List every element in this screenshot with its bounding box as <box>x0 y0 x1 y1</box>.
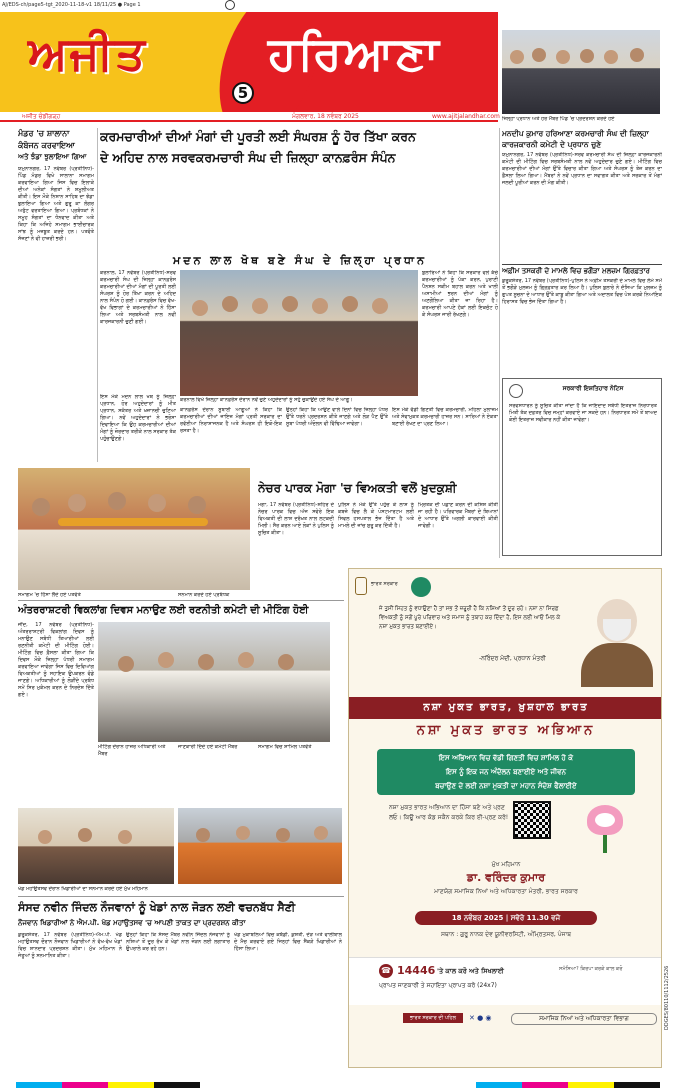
notice-title: ਸਰਕਾਰੀ ਇਸ਼ਤਿਹਾਰ ਨੋਟਿਸ <box>562 385 624 392</box>
bottom-col-2: ਉਨ੍ਹਾਂ ਕਿਹਾ ਕਿ ਸੰਸਦ ਮੈਂਬਰ ਨਵੀਨ ਜਿੰਦਲ ਨੌਜਵਾਨਾਂ ਨੂੰ ਨਸ਼ਿਆਂ ਤੋਂ ਦੂਰ ਰੱਖ ਕੇ ਖੇਡਾਂ ਨਾਲ ਜੋੜਨ ਲਈ ਲਗਾਤਾਰ ਉਪਰਾਲੇ ਕਰ ਰਹੇ ਹਨ। <box>126 932 230 952</box>
disability-body: ਜੀਂਦ, 17 ਨਵੰਬਰ (ਪ੍ਰਤੀਨਿਧ)-ਅੰਤਰਰਾਸ਼ਟਰੀ ਵਿਕਲਾਂਗ ਦਿਵਸ ਨੂੰ ਮਨਾਉਣ ਸਬੰਧੀ ਤਿਆਰੀਆਂ ਲਈ ਰਣਨੀਤੀ ਕਮੇਟੀ ਦੀ ਮੀਟਿੰਗ ਹੋਈ। ਮੀਟਿੰਗ ਵਿਚ ਫ਼ੈਸਲਾ ਕੀਤਾ ਗਿਆ ਕਿ ਦਿਵਸ ਮੌਕੇ ਜ਼ਿਲ੍ਹਾ ਪੱਧਰੀ ਸਮਾਗਮ ਕਰਵਾਇਆ ਜਾਵੇਗਾ ਜਿਸ ਵਿਚ ਦਿਵਿਆਂਗ ਵਿਅਕਤੀਆਂ ਨੂੰ ਸਹਾਇਕ ਉਪਕਰਨ ਵੰਡੇ ਜਾਣਗੇ। ਅਧਿਕਾਰੀਆਂ ਨੂੰ ਲੋੜੀਂਦੇ ਪ੍ਰਬੰਧ ਸਮੇਂ ਸਿਰ ਮੁਕੰਮਲ ਕਰਨ ਦੇ ਨਿਰਦੇਸ਼ ਦਿੱਤੇ ਗਏ। <box>18 622 94 698</box>
nature-park-headline: ਨੇਚਰ ਪਾਰਕ ਮੋਗਾ 'ਚ ਵਿਅਕਤੀ ਵਲੋਂ ਖ਼ੁਦਕੁਸ਼ੀ <box>258 481 457 495</box>
lead-photo-caption: ਕਰਨਾਲ ਵਿਖੇ ਜ਼ਿਲ੍ਹਾ ਕਾਨਫ਼ਰੰਸ ਦੌਰਾਨ ਨਵੇਂ ਚੁਣੇ ਅਹੁਦੇਦਾਰਾਂ ਨੂੰ ਸਹੁੰ ਚੁਕਾਉਂਦੇ ਹੋਏ ਸੰਘ ਦੇ ਆਗੂ। <box>180 397 353 403</box>
left-brief-headline-3: ਅਤੇ ਝੰਡਾ ਝੁਲਾਇਆ ਗਿਆ <box>18 153 87 161</box>
left-event-caption-a: ਸਮਾਗਮ 'ਚ ਹਿੱਸਾ ਲੈਂਦੇ ਹੋਏ ਪਤਵੰਤੇ <box>18 592 81 598</box>
ad-side-code: DDGES/80110/1112/2526 <box>664 965 670 1030</box>
nature-park-col-2: ਪੁਲਿਸ ਨੇ ਮੌਕੇ ਉੱਤੇ ਪਹੁੰਚ ਕੇ ਲਾਸ਼ ਨੂੰ ਕਬਜ਼ੇ ਵਿਚ ਲੈ ਕੇ ਪੋਸਟਮਾਰਟਮ ਲਈ ਸਿਵਲ ਹਸਪਤਾਲ ਭੇਜ ਦਿੱਤਾ ਹੈ ਅਤੇ ਮਾਮਲੇ ਦੀ ਜਾਂਚ ਸ਼ੁਰੂ ਕਰ ਦਿੱਤੀ ਹੈ। <box>338 502 414 529</box>
pm-portrait <box>575 593 657 687</box>
ad-helpline-sub: ਪ੍ਰਾਪਤ ਜਾਣਕਾਰੀ ਤੇ ਸਹਾਇਤਾ ਪ੍ਰਾਪਤ ਕਰੋ (24x7) <box>379 982 497 989</box>
campaign-logo-icon <box>411 577 431 597</box>
section-rule <box>18 600 344 601</box>
registration-mark-icon <box>225 0 235 10</box>
ad-footer-tag: ਭਾਰਤ ਸਰਕਾਰ ਦੀ ਪਹਿਲ <box>403 1013 463 1023</box>
lotus-illustration-icon <box>575 797 635 855</box>
left-event-photo <box>18 468 250 590</box>
qr-code[interactable] <box>513 801 551 839</box>
lead-col-1: ਕਰਨਾਲ, 17 ਨਵੰਬਰ (ਪ੍ਰਤੀਨਿਧ)-ਸਰਵ ਕਰਮਚਾਰੀ ਸੰਘ ਦੀ ਜ਼ਿਲ੍ਹਾ ਕਾਨਫ਼ਰੰਸ ਕਰਮਚਾਰੀਆਂ ਦੀਆਂ ਮੰਗਾਂ ਦੀ ਪੂਰਤੀ ਲਈ ਸੰਘਰਸ਼ ਨੂੰ ਹੋਰ ਤਿੱਖਾ ਕਰਨ ਦੇ ਅਹਿਦ ਨਾਲ ਸੰਪੰਨ ਹੋ ਗਈ। ਕਾਨਫ਼ਰੰਸ ਵਿਚ ਵੱਖ-ਵੱਖ ਵਿਭਾਗਾਂ ਦੇ ਕਰਮਚਾਰੀਆਂ ਨੇ ਹਿੱਸਾ ਲਿਆ ਅਤੇ ਸਰਬਸੰਮਤੀ ਨਾਲ ਨਵੀਂ ਕਾਰਜਕਾਰਨੀ ਚੁਣੀ ਗਈ। <box>100 270 176 325</box>
top-right-photo <box>502 30 660 114</box>
ad-helpline-bar <box>349 957 662 1005</box>
page-number: 5 <box>232 82 254 104</box>
ministry-emblem-icon <box>355 577 367 595</box>
ad-footer-ministry: ਸਮਾਜਿਕ ਨਿਆਂ ਅਤੇ ਅਧਿਕਾਰਤਾ ਵਿਭਾਗ <box>511 1013 657 1025</box>
left-brief-headline-2: ਕੰਬੋਜਨ ਕਰਵਾਇਆ <box>18 141 75 150</box>
left-event-caption-b: ਸਨਮਾਨ ਕਰਦੇ ਹੋਏ ਪ੍ਰਬੰਧਕ <box>178 592 230 598</box>
website: www.ajitjalandhar.com <box>432 113 500 120</box>
lead-headline-2: ਦੇ ਅਹਿਦ ਨਾਲ ਸਰਵਕਰਮਚਾਰੀ ਸੰਘ ਦੀ ਜ਼ਿਲ੍ਹਾ ਕਾਨਫ਼ਰੰਸ ਸੰਪੰਨ <box>100 150 396 165</box>
bottom-photo-caption: ਖੇਡ ਮਹਾਂਉਤਸਵ ਦੌਰਾਨ ਖਿਡਾਰੀਆਂ ਦਾ ਸਨਮਾਨ ਕਰਦੇ ਹੋਏ ਮੁੱਖ ਮਹਿਮਾਨ <box>18 886 148 892</box>
lead-bottom-1: ਕਾਨਫ਼ਰੰਸ ਦੌਰਾਨ ਸੂਬਾਈ ਆਗੂਆਂ ਨੇ ਕਿਹਾ ਕਿ ਕਰਮਚਾਰੀਆਂ ਦੀਆਂ ਜਾਇਜ਼ ਮੰਗਾਂ ਪ੍ਰਤੀ ਸਰਕਾਰ ਦਾ ਰਵੱਈਆ ਨਿਰਾਸ਼ਾਜਨਕ ਹੈ ਅਤੇ ਸੰਘਰਸ਼ ਹੀ ਇਕੋ-ਇਕ ਰਸਤਾ ਹੈ। <box>180 407 282 434</box>
ad-banner: ਨਸ਼ਾ ਮੁਕਤ ਭਾਰਤ, ਖ਼ੁਸ਼ਹਾਲ ਭਾਰਤ <box>349 697 662 719</box>
edition-label: ਅਜੀਤ ਚੰਡੀਗੜ੍ਹ <box>22 113 61 120</box>
social-icons[interactable]: ✕ ● ◉ <box>469 1014 492 1022</box>
bottom-photo-left <box>18 808 174 884</box>
top-right-photo-caption: ਜ਼ਿਲ੍ਹਾ ਪ੍ਰਧਾਨ ਅਤੇ ਹੋਰ ਮੈਂਬਰ ਪਿੰਡ 'ਚ ਪ੍ਰਦਰਸ਼ਨ ਕਰਦੇ ਹੋਏ <box>502 116 615 122</box>
ad-quote: ਜੇ ਤੁਸੀਂ ਸਿਹਤ ਨੂੰ ਵਧਾਉਣਾ ਹੈ ਤਾਂ ਸਭ ਤੋਂ ਜ਼ਰੂਰੀ ਹੈ ਕਿ ਨਸ਼ਿਆਂ ਤੋਂ ਦੂਰ ਰਹੋ। ਨਸ਼ਾ ਨਾ ਸਿਰਫ਼ ਵਿਅਕਤੀ ਨੂੰ ਸਗੋਂ ਪੂਰੇ ਪਰਿਵਾਰ ਅਤੇ ਸਮਾਜ ਨੂੰ ਤਬਾਹ ਕਰ ਦਿੰਦਾ ਹੈ, ਇਸ ਲਈ ਆਓ ਮਿਲ ਕੇ ਨਸ਼ਾ ਮੁਕਤ ਭਾਰਤ ਬਣਾਈਏ। <box>379 606 561 630</box>
lead-bottom-3: ਇਸ ਮੌਕੇ ਵੱਡੀ ਗਿਣਤੀ ਵਿਚ ਕਰਮਚਾਰੀ, ਮਹਿਲਾ ਮੁਲਾਜ਼ਮ ਅਤੇ ਸੇਵਾਮੁਕਤ ਕਰਮਚਾਰੀ ਹਾਜ਼ਰ ਸਨ। ਸਾਰਿਆਂ ਨੇ ਏਕਤਾ ਬਣਾਈ ਰੱਖਣ ਦਾ ਪ੍ਰਣ ਲਿਆ। <box>392 407 498 427</box>
ad-guest-name: ਡਾ. ਵਰਿੰਦਰ ਕੁਮਾਰ <box>466 871 546 884</box>
ad-ministry: ਭਾਰਤ ਸਰਕਾਰ <box>371 581 398 587</box>
bottom-col-1: ਕੁਰੂਕਸ਼ੇਤਰ, 17 ਨਵੰਬਰ (ਪ੍ਰਤੀਨਿਧ)-ਐਮ.ਪੀ. ਖੇਡ ਮਹਾਂਉਤਸਵ ਦੌਰਾਨ ਨੌਜਵਾਨ ਖਿਡਾਰੀਆਂ ਨੇ ਵੱਖ-ਵੱਖ ਖੇਡਾਂ ਵਿਚ ਸ਼ਾਨਦਾਰ ਪ੍ਰਦਰਸ਼ਨ ਕੀਤਾ। ਮੁੱਖ ਮਹਿਮਾਨ ਨੇ ਜੇਤੂਆਂ ਨੂੰ ਸਨਮਾਨਿਤ ਕੀਤਾ। <box>18 932 122 959</box>
notice-body: ਸਰਵਸਧਾਰਨ ਨੂੰ ਸੂਚਿਤ ਕੀਤਾ ਜਾਂਦਾ ਹੈ ਕਿ ਜਾਇਦਾਦ ਸਬੰਧੀ ਇਤਰਾਜ਼ ਨਿਰਧਾਰਤ ਮਿਤੀ ਤੱਕ ਦਫ਼ਤਰ ਵਿਚ ਜਮ੍ਹਾਂ ਕਰਵਾਏ ਜਾ ਸਕਦੇ ਹਨ। ਨਿਰਧਾਰਤ ਸਮੇਂ ਤੋਂ ਬਾਅਦ ਕੋਈ ਇਤਰਾਜ਼ ਸਵੀਕਾਰ ਨਹੀਂ ਕੀਤਾ ਜਾਵੇਗਾ। <box>509 403 657 423</box>
disability-caption-3: ਸਮਾਗਮ ਵਿਚ ਸ਼ਾਮਿਲ ਪਤਵੰਤੇ <box>258 744 312 750</box>
ad-quote-author: -ਨਰਿੰਦਰ ਮੋਦੀ, ਪ੍ਰਧਾਨ ਮੰਤਰੀ <box>479 655 546 662</box>
bottom-col-3: ਖੇਡ ਮੁਕਾਬਲਿਆਂ ਵਿਚ ਕਬੱਡੀ, ਕੁਸ਼ਤੀ, ਦੌੜ ਅਤੇ ਵਾਲੀਬਾਲ ਦੇ ਮੈਚ ਕਰਵਾਏ ਗਏ ਜਿਨ੍ਹਾਂ ਵਿਚ ਸੈਂਕੜੇ ਖਿਡਾਰੀਆਂ ਨੇ ਹਿੱਸਾ ਲਿਆ। <box>234 932 342 952</box>
arrest-body: ਕੁਰੂਕਸ਼ੇਤਰ, 17 ਨਵੰਬਰ (ਪ੍ਰਤੀਨਿਧ)-ਪੁਲਿਸ ਨੇ ਅਫ਼ੀਮ ਤਸਕਰੀ ਦੇ ਮਾਮਲੇ ਵਿਚ ਲੰਮੇ ਸਮੇਂ ਤੋਂ ਭਗੌੜੇ ਮੁਲਜ਼ਮ ਨੂੰ ਗ੍ਰਿਫ਼ਤਾਰ ਕਰ ਲਿਆ ਹੈ। ਪੁਲਿਸ ਬੁਲਾਰੇ ਨੇ ਦੱਸਿਆ ਕਿ ਮੁਲਜ਼ਮ ਨੂੰ ਗੁਪਤ ਸੂਚਨਾ ਦੇ ਆਧਾਰ ਉੱਤੇ ਕਾਬੂ ਕੀਤਾ ਗਿਆ ਅਤੇ ਅਦਾਲਤ ਵਿਚ ਪੇਸ਼ ਕਰਕੇ ਨਿਆਂਇਕ ਹਿਰਾਸਤ ਵਿਚ ਭੇਜ ਦਿੱਤਾ ਗਿਆ ਹੈ। <box>502 278 662 305</box>
column-rule <box>499 128 500 558</box>
disability-caption-1: ਮੀਟਿੰਗ ਦੌਰਾਨ ਹਾਜ਼ਰ ਅਧਿਕਾਰੀ ਅਤੇ ਮੈਂਬਰ <box>98 744 166 757</box>
lead-photo <box>180 270 418 396</box>
print-strip: AJ/EDS-ch/page5-tgt_2020-11-18-v1 18/11/25 ● Page 1 <box>2 2 141 8</box>
top-right-headline: ਮਨਦੀਪ ਕੁਮਾਰ ਹਰਿਆਣਾ ਕਰਮਚਾਰੀ ਸੰਘ ਦੀ ਜ਼ਿਲ੍ਹਾ ਕਾਰਜਕਾਰਨੀ ਕਮੇਟੀ ਦੇ ਪ੍ਰਧਾਨ ਚੁਣੇ <box>502 129 649 149</box>
left-brief-body: ਯਮੁਨਾਨਗਰ, 17 ਨਵੰਬਰ (ਪ੍ਰਤੀਨਿਧ)-ਪਿੰਡ ਮੰਡਰ ਵਿਖੇ ਸਾਲਾਨਾ ਸਮਾਗਮ ਕਰਵਾਇਆ ਗਿਆ ਜਿਸ ਵਿਚ ਇਲਾਕੇ ਦੀਆਂ ਅਨੇਕਾਂ ਸੰਗਤਾਂ ਨੇ ਸ਼ਮੂਲੀਅਤ ਕੀਤੀ। ਇਸ ਮੌਕੇ ਨਿਸ਼ਾਨ ਸਾਹਿਬ ਦਾ ਝੰਡਾ ਝੁਲਾਇਆ ਗਿਆ ਅਤੇ ਗੁਰੂ ਕਾ ਲੰਗਰ ਅਤੁੱਟ ਵਰਤਾਇਆ ਗਿਆ। ਪ੍ਰਬੰਧਕਾਂ ਨੇ ਸਮੂਹ ਸੰਗਤਾਂ ਦਾ ਧੰਨਵਾਦ ਕੀਤਾ ਅਤੇ ਕਿਹਾ ਕਿ ਅਜਿਹੇ ਸਮਾਗਮ ਭਾਈਚਾਰਕ ਸਾਂਝ ਨੂੰ ਮਜ਼ਬੂਤ ਕਰਦੇ ਹਨ। ਪਤਵੰਤੇ ਸੱਜਣਾਂ ਨੇ ਵੀ ਹਾਜ਼ਰੀ ਭਰੀ। <box>18 166 94 242</box>
ad-venue: ਸਥਾਨ : ਗੁਰੂ ਨਾਨਕ ਦੇਵ ਯੂਨੀਵਰਸਿਟੀ, ਅੰਮ੍ਰਿਤਸਰ, ਪੰਜਾਬ <box>441 931 571 938</box>
disability-caption-2: ਜਾਣਕਾਰੀ ਦਿੰਦੇ ਹੋਏ ਕਮੇਟੀ ਮੈਂਬਰ <box>178 744 238 750</box>
ad-helpline-number[interactable]: 14446 <box>397 964 436 977</box>
lead-col-2: ਬੁਲਾਰਿਆਂ ਨੇ ਕਿਹਾ ਕਿ ਸਰਕਾਰ ਵਲੋਂ ਕੱਚੇ ਕਰਮਚਾਰੀਆਂ ਨੂੰ ਪੱਕਾ ਕਰਨ, ਪੁਰਾਣੀ ਪੈਨਸ਼ਨ ਸਕੀਮ ਬਹਾਲ ਕਰਨ ਅਤੇ ਖਾਲੀ ਅਸਾਮੀਆਂ ਭਰਨ ਦੀਆਂ ਮੰਗਾਂ ਨੂੰ ਅਣਗੌਲਿਆ ਕੀਤਾ ਜਾ ਰਿਹਾ ਹੈ। ਕਰਮਚਾਰੀ ਆਪਣੇ ਹੱਕਾਂ ਲਈ ਇਕਜੁੱਟ ਹੋ ਕੇ ਸੰਘਰਸ਼ ਜਾਰੀ ਰੱਖਣਗੇ। <box>422 270 498 318</box>
left-brief-headline-1: ਮੰਡਰ 'ਚ ਸ਼ਾਲਾਨਾ <box>18 129 70 138</box>
disability-photo <box>98 622 330 742</box>
arrest-headline: ਅਫ਼ੀਮ ਤਸਕਰੀ ਦੇ ਮਾਮਲੇ ਵਿਚ ਭਗੌੜਾ ਮੁਲਜ਼ਮ ਗ੍ਰਿਫ਼ਤਾਰ <box>502 264 662 274</box>
bottom-subhead: ਨੌਜਵਾਨ ਖਿਡਾਰੀਆਂ ਨੇ ਐਮ.ਪੀ. ਖੇਡ ਮਹਾਂਉਤਸਵ 'ਚ ਆਪਣੀ ਤਾਕਤ ਦਾ ਪ੍ਰਦਰਸ਼ਨ ਕੀਤਾ <box>18 919 246 927</box>
ad-campaign-title: ਨਸ਼ਾ ਮੁਕਤ ਭਾਰਤ ਅਭਿਆਨ <box>416 723 596 738</box>
ad-helpline-post: 'ਤੇ ਕਾਲ ਕਰੋ ਅਤੇ ਸਿਖਲਾਈ <box>437 967 504 975</box>
issue-date: ਮੰਗਲਵਾਰ, 18 ਨਵੰਬਰ 2025 <box>292 113 359 120</box>
ad-pledge-text: ਨਸ਼ਾ ਮੁਕਤ ਭਾਰਤ ਅਭਿਆਨ ਦਾ ਹਿੱਸਾ ਬਣੋ ਅਤੇ ਪ੍ਰਣ ਲਓ। ਕਿਊ ਆਰ ਕੋਡ ਸਕੈਨ ਕਰਕੇ ਕਿਰ ਈ-ਪ੍ਰਣ ਕਰੋ! <box>389 804 509 821</box>
lead-headline-1: ਕਰਮਚਾਰੀਆਂ ਦੀਆਂ ਮੰਗਾਂ ਦੀ ਪੂਰਤੀ ਲਈ ਸੰਘਰਸ਼ ਨੂੰ ਹੋਰ ਤਿੱਖਾ ਕਰਨ <box>100 129 416 144</box>
ad-box-line-2: ਇਸ ਨੂੰ ਇਕ ਜਨ ਅੰਦੋਲਨ ਬਣਾਈਏ ਅਤੇ ਜੀਵਨ <box>446 768 566 776</box>
nature-park-col-3: ਮ੍ਰਿਤਕ ਦੀ ਪਛਾਣ ਕਰਨ ਦੀ ਕੋਸ਼ਿਸ਼ ਕੀਤੀ ਜਾ ਰਹੀ ਹੈ। ਪਰਿਵਾਰਕ ਮੈਂਬਰਾਂ ਦੇ ਬਿਆਨਾਂ ਦੇ ਆਧਾਰ ਉੱਤੇ ਅਗਲੀ ਕਾਰਵਾਈ ਕੀਤੀ ਜਾਵੇਗੀ। <box>418 502 498 529</box>
disability-headline: ਅੰਤਰਰਾਸ਼ਟਰੀ ਵਿਕਲਾਂਗ ਦਿਵਸ ਮਨਾਉਣ ਲਈ ਰਣਨੀਤੀ ਕਮੇਟੀ ਦੀ ਮੀਟਿੰਗ ਹੋਈ <box>18 605 309 616</box>
masthead <box>0 12 498 112</box>
ad-box-line-3: ਬਚਾਉਣ ਦੇ ਲਈ ਨਸ਼ਾ ਮੁਕਤੀ ਦਾ ਮਹਾਨ ਸੰਦੇਸ਼ ਫੈਲਾਈਏ <box>435 782 577 790</box>
masthead-title-left: ਅਜੀਤ <box>28 26 147 80</box>
ad-guest-title: ਮਾਣਯੋਗ ਸਮਾਜਿਕ ਨਿਆਂ ਅਤੇ ਅਧਿਕਾਰਤਾ ਮੰਤਰੀ, ਭਾਰਤ ਸਰਕਾਰ <box>434 888 578 895</box>
masthead-title-right: ਹਰਿਆਣਾ <box>268 26 441 80</box>
ad-guest-label: ਮੁੱਖ ਮਹਿਮਾਨ <box>491 861 521 868</box>
ad-panel <box>348 568 662 1068</box>
emblem-icon <box>509 384 523 398</box>
section-rule <box>18 896 344 897</box>
column-rule <box>97 128 98 462</box>
nature-park-col-1: ਮੋਗਾ, 17 ਨਵੰਬਰ (ਪ੍ਰਤੀਨਿਧ)-ਸ਼ਹਿਰ ਦੇ ਨੇਚਰ ਪਾਰਕ ਵਿਚ ਅੱਜ ਸਵੇਰੇ ਇਕ ਵਿਅਕਤੀ ਦੀ ਲਾਸ਼ ਦਰੱਖ਼ਤ ਨਾਲ ਲਟਕਦੀ ਮਿਲੀ। ਸੈਰ ਕਰਨ ਆਏ ਲੋਕਾਂ ਨੇ ਪੁਲਿਸ ਨੂੰ ਸੂਚਿਤ ਕੀਤਾ। <box>258 502 334 536</box>
color-calibration-bar <box>16 1082 660 1088</box>
ad-box-line-1: ਇਸ ਅਭਿਆਨ ਵਿਚ ਵੱਡੀ ਗਿਣਤੀ ਵਿਚ ਸ਼ਾਮਿਲ ਹੋ ਕੇ <box>438 754 574 762</box>
bottom-headline: ਸੰਸਦ ਨਵੀਨ ਜਿੰਦਲ ਨੌਜਵਾਨਾਂ ਨੂੰ ਖੇਡਾਂ ਨਾਲ ਜੋੜਨ ਲਈ ਵਚਨਬੱਧ ਸੈਣੀ <box>18 901 296 914</box>
lead-subhead: ਮਦਨ ਲਾਲ ਖੋਥ ਬਣੇ ਸੰਘ ਦੇ ਜ਼ਿਲ੍ਹਾ ਪ੍ਰਧਾਨ <box>173 254 427 267</box>
lead-col-3: ਇਸ ਮੌਕੇ ਮਦਨ ਲਾਲ ਖੋਥ ਨੂੰ ਜ਼ਿਲ੍ਹਾ ਪ੍ਰਧਾਨ, ਹੋਰ ਅਹੁਦੇਦਾਰਾਂ ਨੂੰ ਮੀਤ ਪ੍ਰਧਾਨ, ਸਕੱਤਰ ਅਤੇ ਖ਼ਜ਼ਾਨਚੀ ਚੁਣਿਆ ਗਿਆ। ਨਵੇਂ ਅਹੁਦੇਦਾਰਾਂ ਨੇ ਭਰੋਸਾ ਦਿਵਾਇਆ ਕਿ ਉਹ ਕਰਮਚਾਰੀਆਂ ਦੀਆਂ ਮੰਗਾਂ ਨੂੰ ਜ਼ੋਰਦਾਰ ਤਰੀਕੇ ਨਾਲ ਸਰਕਾਰ ਤੱਕ ਪਹੁੰਚਾਉਣਗੇ। <box>100 394 176 442</box>
notice-box <box>502 378 662 556</box>
phone-icon: ☎ <box>379 964 393 978</box>
masthead-infobar <box>0 112 498 122</box>
ad-event-date: 18 ਨਵੰਬਰ 2025 | ਸਵੇਰੇ 11.30 ਵਜੇ <box>415 911 597 925</box>
top-right-body: ਯਮੁਨਾਨਗਰ, 17 ਨਵੰਬਰ (ਪ੍ਰਤੀਨਿਧ)-ਸਰਵ ਕਰਮਚਾਰੀ ਸੰਘ ਦੀ ਜ਼ਿਲ੍ਹਾ ਕਾਰਜਕਾਰਨੀ ਕਮੇਟੀ ਦੀ ਮੀਟਿੰਗ ਵਿਚ ਸਰਬਸੰਮਤੀ ਨਾਲ ਨਵੇਂ ਅਹੁਦੇਦਾਰ ਚੁਣੇ ਗਏ। ਮੀਟਿੰਗ ਵਿਚ ਕਰਮਚਾਰੀਆਂ ਦੀਆਂ ਮੰਗਾਂ ਉੱਤੇ ਵਿਚਾਰ ਕੀਤਾ ਗਿਆ ਅਤੇ ਸੰਘਰਸ਼ ਨੂੰ ਤੇਜ਼ ਕਰਨ ਦਾ ਫ਼ੈਸਲਾ ਲਿਆ ਗਿਆ। ਮੈਂਬਰਾਂ ਨੇ ਨਵੇਂ ਪ੍ਰਧਾਨ ਦਾ ਸਵਾਗਤ ਕੀਤਾ ਅਤੇ ਸਰਕਾਰ ਤੋਂ ਮੰਗਾਂ ਜਲਦੀ ਪੂਰੀਆਂ ਕਰਨ ਦੀ ਮੰਗ ਕੀਤੀ। <box>502 152 662 186</box>
ad-message-box <box>377 749 635 795</box>
lead-bottom-2: ਉਨ੍ਹਾਂ ਕਿਹਾ ਕਿ ਆਉਣ ਵਾਲੇ ਦਿਨਾਂ ਵਿਚ ਜ਼ਿਲ੍ਹਾ ਪੱਧਰ ਉੱਤੇ ਧਰਨੇ ਪ੍ਰਦਰਸ਼ਨ ਕੀਤੇ ਜਾਣਗੇ ਅਤੇ ਲੋੜ ਪੈਣ ਉੱਤੇ ਸੂਬਾ ਪੱਧਰੀ ਅੰਦੋਲਨ ਵੀ ਵਿੱਢਿਆ ਜਾਵੇਗਾ। <box>286 407 388 427</box>
ad-footer <box>349 1009 662 1029</box>
bottom-photo-right <box>178 808 342 884</box>
ad-helpline-pre: ਸਮੱਸਿਆ? ਕਿਰਪਾ ਕਰਕੇ ਕਾਲ ਕਰੋ <box>559 966 623 972</box>
